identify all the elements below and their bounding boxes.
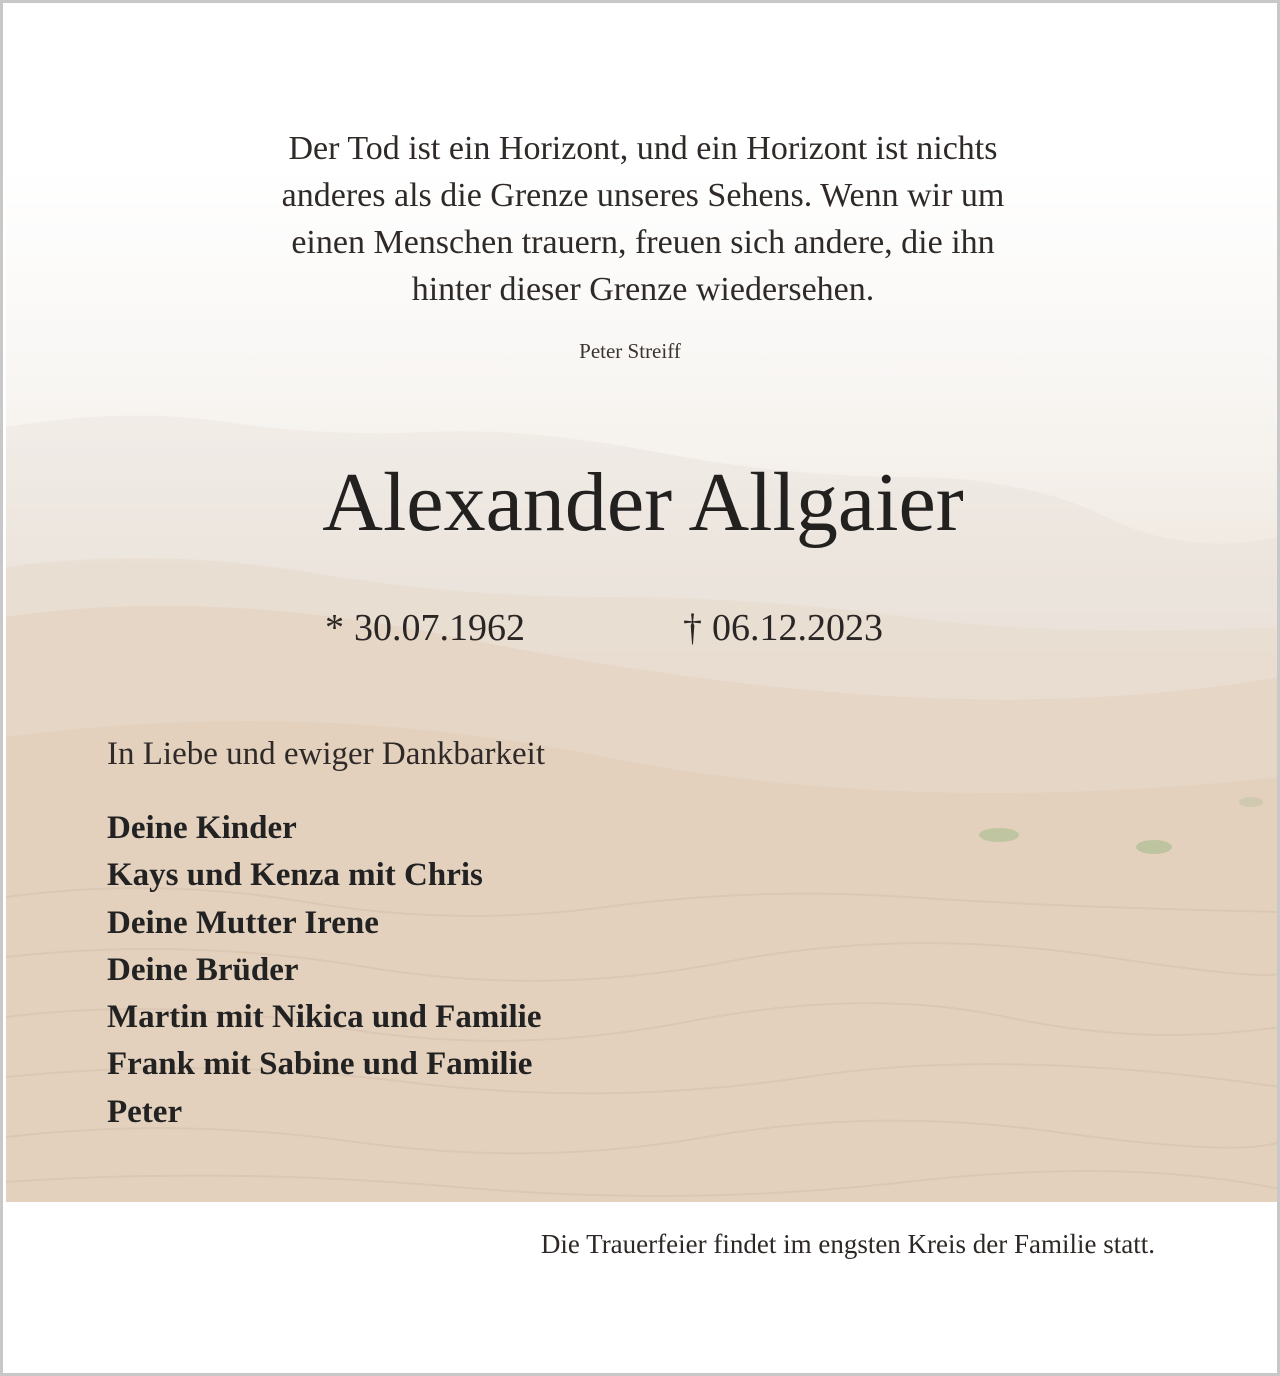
death-date	[683, 603, 883, 653]
deceased-name: Alexander Allgaier	[322, 456, 964, 549]
quote-line: einen Menschen trauern, freuen sich andere, die ihn	[291, 224, 995, 261]
quote-line: Der Tod ist ein Horizont, und ein Horizont ist nichts	[288, 130, 998, 167]
funeral-note: Die Trauerfeier findet im engsten Kreis der Familie statt.	[540, 1229, 1155, 1259]
mourner-line: Martin mit Nikica und Familie	[107, 999, 542, 1036]
mourner-line: Deine Kinder	[107, 810, 297, 846]
mourners-list	[107, 805, 541, 1136]
birth-date	[325, 603, 525, 653]
dedication-text: In Liebe und ewiger Dankbarkeit	[107, 736, 545, 772]
quote-line: anderes als die Grenze unseres Sehens. Wenn wir um	[281, 177, 1005, 214]
mourner-line: Deine Brüder	[107, 951, 299, 988]
quote-author: Peter Streiff	[579, 339, 681, 363]
mourner-line: Peter	[107, 1093, 183, 1130]
death-cross-icon: †	[683, 607, 702, 649]
mourner-line: Kays und Kenza mit Chris	[107, 857, 483, 894]
mourner-line: Deine Mutter Irene	[107, 904, 379, 941]
death-date-value: 06.12.2023	[712, 607, 883, 649]
birth-date-value: 30.07.1962	[354, 607, 525, 649]
birth-star-icon: *	[325, 607, 344, 649]
mourner-line: Frank mit Sabine und Familie	[107, 1046, 533, 1083]
quote-line: hinter dieser Grenze wiedersehen.	[411, 271, 875, 308]
quote-text	[123, 125, 1163, 313]
